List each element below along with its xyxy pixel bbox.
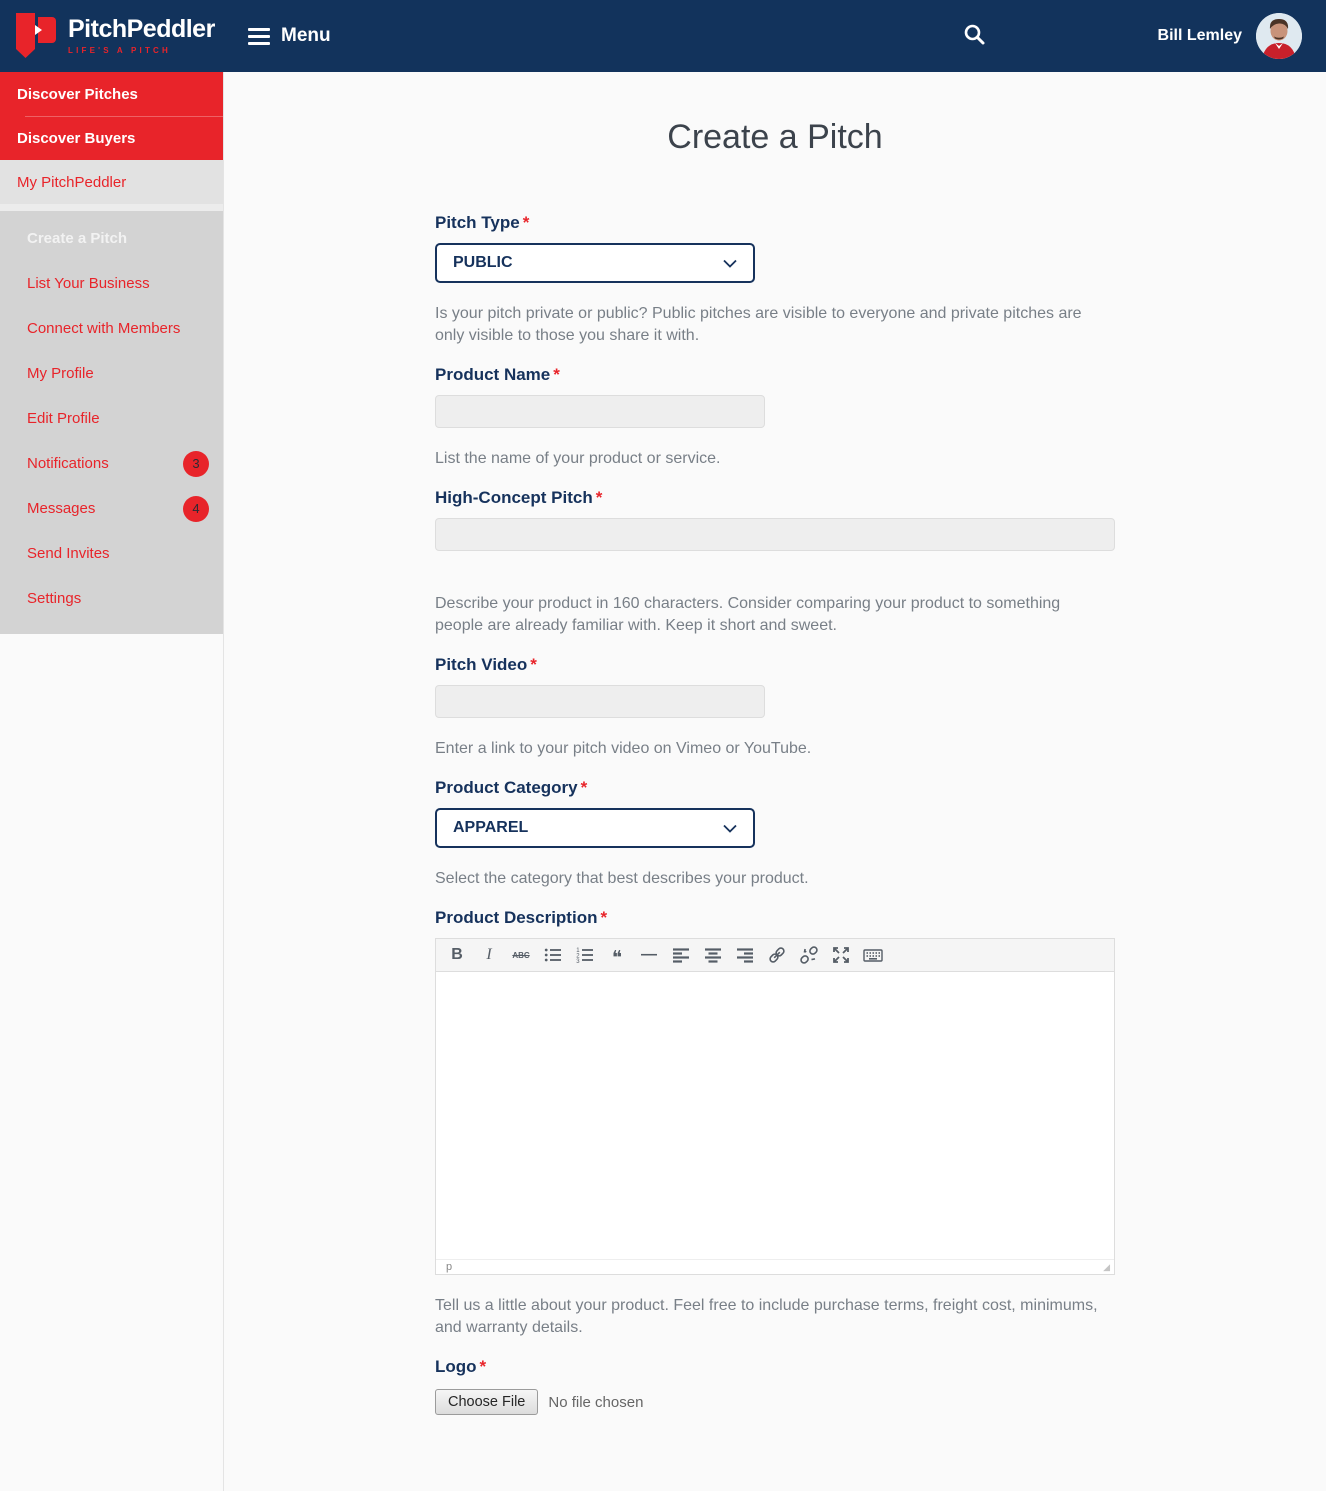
brand-name: PitchPeddler bbox=[68, 15, 215, 43]
product-description-help: Tell us a little about your product. Feel free to include purchase terms, freight cost, minimums, and warranty details. bbox=[435, 1297, 1098, 1336]
choose-file-button[interactable]: Choose File bbox=[435, 1389, 538, 1415]
sidebar-item-my-pitchpeddler[interactable] bbox=[0, 160, 223, 204]
high-concept-pitch-input[interactable] bbox=[435, 518, 1115, 551]
top-header bbox=[0, 0, 1326, 72]
sidebar-item-messages[interactable] bbox=[0, 486, 223, 531]
product-category-select[interactable] bbox=[435, 808, 755, 848]
link-icon bbox=[767, 945, 787, 965]
bulleted-list-icon bbox=[543, 945, 563, 965]
sidebar-item-label: Edit Profile bbox=[27, 410, 100, 427]
pitch-video-help: Enter a link to your pitch video on Vimeo or YouTube. bbox=[435, 740, 812, 757]
align-left-icon bbox=[671, 945, 691, 965]
pitch-video-label: Pitch Video * bbox=[435, 655, 537, 674]
high-concept-pitch-label: High-Concept Pitch * bbox=[435, 488, 603, 507]
sidebar-item-label: Discover Pitches bbox=[17, 85, 138, 103]
editor-element-path[interactable]: p bbox=[446, 1261, 453, 1273]
sidebar-item-connect-with-members[interactable] bbox=[0, 306, 223, 351]
sidebar-item-notifications[interactable] bbox=[0, 441, 223, 486]
sidebar-item-send-invites[interactable] bbox=[0, 531, 223, 576]
required-asterisk: * bbox=[553, 365, 560, 384]
logo-file-input bbox=[435, 1389, 1115, 1415]
editor-statusbar bbox=[436, 1259, 1114, 1274]
product-description-label: Product Description * bbox=[435, 908, 608, 927]
logo-label: Logo * bbox=[435, 1357, 487, 1376]
sidebar-item-label: Create a Pitch bbox=[27, 230, 128, 247]
user-name[interactable]: Bill Lemley bbox=[1157, 27, 1242, 44]
required-asterisk: * bbox=[580, 778, 588, 797]
blockquote-icon: ❝ bbox=[611, 948, 623, 969]
required-asterisk: * bbox=[522, 213, 530, 232]
horizontal-rule-icon: — bbox=[641, 946, 657, 963]
required-asterisk: * bbox=[600, 908, 608, 927]
sidebar-submenu bbox=[0, 211, 223, 634]
sidebar bbox=[0, 72, 224, 1491]
pitch-video-input[interactable] bbox=[435, 685, 765, 718]
menu-toggle-button[interactable] bbox=[248, 25, 331, 47]
sidebar-item-label: Connect with Members bbox=[27, 320, 181, 337]
notifications-count-badge: 3 bbox=[183, 451, 209, 477]
product-name-input[interactable] bbox=[435, 395, 765, 428]
sidebar-item-create-a-pitch[interactable] bbox=[0, 216, 223, 261]
required-asterisk: * bbox=[530, 655, 537, 674]
align-right-icon bbox=[735, 945, 755, 965]
pitch-type-label: Pitch Type * bbox=[435, 213, 530, 232]
search-icon bbox=[963, 23, 986, 46]
toolbar-toggle-button[interactable] bbox=[858, 942, 888, 968]
product-category-label: Product Category * bbox=[435, 778, 588, 797]
product-name-help: List the name of your product or service. bbox=[435, 450, 721, 467]
italic-button[interactable] bbox=[474, 942, 504, 968]
insert-link-button[interactable] bbox=[762, 942, 792, 968]
avatar-image bbox=[1256, 13, 1302, 59]
sidebar-item-edit-profile[interactable] bbox=[0, 396, 223, 441]
strikethrough-button[interactable] bbox=[506, 942, 536, 968]
chevron-down-icon bbox=[723, 824, 737, 833]
required-asterisk: * bbox=[595, 488, 603, 507]
sidebar-item-label: Settings bbox=[27, 590, 82, 607]
file-chosen-status: No file chosen bbox=[548, 1393, 644, 1411]
strikethrough-icon: ABC bbox=[512, 950, 530, 960]
chevron-down-icon bbox=[723, 259, 737, 268]
keyboard-icon bbox=[863, 945, 883, 965]
sidebar-item-label: My PitchPeddler bbox=[17, 173, 127, 191]
sidebar-item-list-your-business[interactable] bbox=[0, 261, 223, 306]
unlink-icon bbox=[799, 945, 819, 965]
horizontal-rule-button[interactable] bbox=[634, 942, 664, 968]
align-right-button[interactable] bbox=[730, 942, 760, 968]
sidebar-item-label: Notifications bbox=[27, 455, 109, 472]
rich-text-editor bbox=[435, 938, 1115, 1275]
sidebar-item-label: Messages bbox=[27, 500, 96, 517]
create-pitch-form bbox=[435, 213, 1115, 1415]
align-left-button[interactable] bbox=[666, 942, 696, 968]
sidebar-item-label: Discover Buyers bbox=[17, 129, 136, 147]
bulleted-list-button[interactable] bbox=[538, 942, 568, 968]
blockquote-button[interactable] bbox=[602, 942, 632, 968]
user-avatar[interactable] bbox=[1256, 13, 1302, 59]
sidebar-item-discover-pitches[interactable] bbox=[0, 72, 223, 116]
menu-label: Menu bbox=[281, 25, 331, 46]
svg-text:1: 1 bbox=[576, 948, 580, 954]
pitch-type-selected-value: PUBLIC bbox=[453, 254, 513, 271]
product-category-selected-value: APPAREL bbox=[453, 819, 529, 836]
main-content bbox=[224, 72, 1326, 1491]
page-title: Create a Pitch bbox=[667, 118, 883, 156]
pitch-type-select[interactable] bbox=[435, 243, 755, 283]
resize-grip-icon[interactable]: ◢ bbox=[1103, 1261, 1110, 1272]
align-center-icon bbox=[703, 945, 723, 965]
remove-link-button[interactable] bbox=[794, 942, 824, 968]
editor-toolbar bbox=[436, 939, 1114, 972]
sidebar-item-label: My Profile bbox=[27, 365, 94, 382]
fullscreen-icon bbox=[831, 945, 851, 965]
sidebar-item-label: Send Invites bbox=[27, 545, 110, 562]
sidebar-item-my-profile[interactable] bbox=[0, 351, 223, 396]
italic-icon: I bbox=[486, 946, 492, 963]
bold-button[interactable] bbox=[442, 942, 472, 968]
product-description-textarea[interactable] bbox=[436, 972, 1114, 1259]
product-name-label: Product Name * bbox=[435, 365, 560, 384]
numbered-list-button[interactable] bbox=[570, 942, 600, 968]
svg-text:2: 2 bbox=[576, 953, 580, 960]
svg-text:3: 3 bbox=[576, 959, 580, 965]
sidebar-item-label: List Your Business bbox=[27, 275, 150, 292]
align-center-button[interactable] bbox=[698, 942, 728, 968]
fullscreen-button[interactable] bbox=[826, 942, 856, 968]
sidebar-item-settings[interactable] bbox=[0, 576, 223, 621]
hamburger-icon bbox=[248, 28, 270, 45]
brand-tagline: LIFE'S A PITCH bbox=[68, 46, 171, 55]
sidebar-divider bbox=[0, 204, 223, 211]
pitch-type-help: Is your pitch private or public? Public pitches are visible to everyone and private pitches are only visible to those you share it with. bbox=[435, 305, 1082, 344]
high-concept-pitch-help: Describe your product in 160 characters. Consider comparing your product to something people are already familiar with. Keep it short and sweet. bbox=[435, 595, 1061, 634]
required-asterisk: * bbox=[479, 1357, 487, 1376]
numbered-list-icon bbox=[575, 945, 595, 965]
product-category-help: Select the category that best describes your product. bbox=[435, 870, 809, 887]
bold-icon: B bbox=[451, 946, 463, 963]
pitchpeddler-logo-icon bbox=[16, 11, 58, 61]
search-button[interactable] bbox=[959, 19, 990, 53]
sidebar-item-discover-buyers[interactable] bbox=[0, 116, 223, 160]
messages-count-badge: 4 bbox=[183, 496, 209, 522]
brand-logo-block[interactable] bbox=[0, 0, 224, 72]
